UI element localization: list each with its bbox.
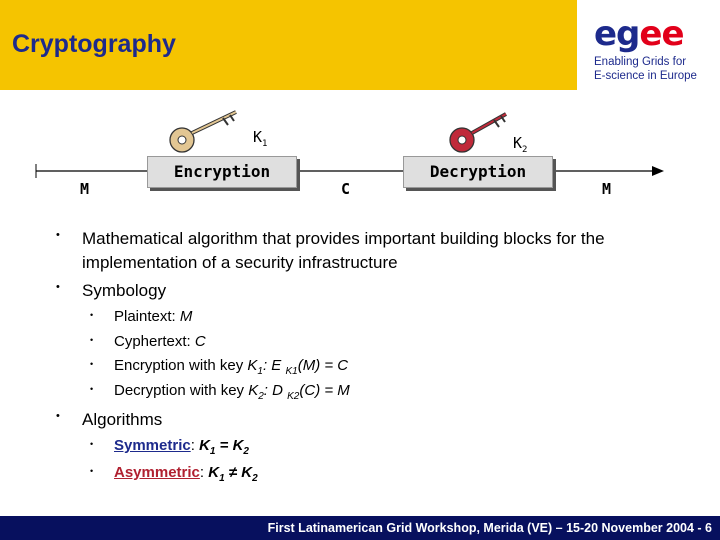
sub-plaintext bbox=[90, 308, 193, 325]
decryption-box: Decryption bbox=[403, 156, 553, 188]
enc-mid: : E bbox=[262, 357, 286, 374]
plaintext-prefix: Plaintext: bbox=[114, 308, 180, 325]
enc-rest: (M) = C bbox=[297, 357, 349, 374]
c-label: C bbox=[341, 180, 351, 198]
egee-logo-word bbox=[594, 14, 684, 54]
key1-label bbox=[253, 128, 267, 149]
symmetric-label: Symmetric bbox=[114, 437, 191, 454]
sym-eq-op: = bbox=[215, 437, 233, 454]
sub-decryption bbox=[90, 382, 350, 402]
bullet-2 bbox=[56, 281, 167, 301]
sub-cyphertext bbox=[90, 333, 206, 350]
sub-symmetric: • Symmetric: $K_1 = K_2$ bbox=[90, 437, 249, 457]
flow-arrow-head bbox=[652, 166, 664, 176]
bullet-dot: • bbox=[56, 410, 60, 422]
bullet-dot: • bbox=[56, 281, 60, 293]
logo-word-text: egee bbox=[594, 14, 684, 54]
sub-bullet-dot: • bbox=[90, 335, 94, 345]
dec-prefix: Decryption with key bbox=[114, 382, 249, 399]
bullet-3 bbox=[56, 410, 163, 430]
cyphertext-symbol: C bbox=[194, 333, 206, 350]
crypto-flow-diagram bbox=[0, 100, 720, 210]
bullet-2-text: Symbology bbox=[82, 281, 167, 300]
sub-bullet-dot: • bbox=[90, 359, 94, 369]
bullet-dot: • bbox=[56, 229, 60, 241]
sym-eq-a-sub: 1 bbox=[209, 446, 216, 457]
m-input-label: M bbox=[80, 180, 90, 198]
asym-eq-b: K bbox=[241, 464, 253, 481]
dec-key-sub: 2 bbox=[258, 391, 264, 402]
sym-eq-b-sub: 2 bbox=[243, 446, 249, 457]
footer-bar bbox=[0, 516, 720, 540]
plaintext-symbol: M bbox=[179, 308, 193, 325]
sub-bullet-dot: • bbox=[90, 439, 94, 449]
key1-letter: K bbox=[253, 128, 263, 146]
dec-d-sub: K2 bbox=[287, 391, 300, 402]
key2-label bbox=[513, 134, 527, 155]
sub-asymmetric: • Asymmetric: $K_1 \ne K_2$ bbox=[90, 464, 258, 484]
footer-text: First Latinamerican Grid Workshop, Merida (VE) – 15-20 November 2004 - 6 bbox=[267, 521, 712, 535]
encryption-box: Encryption bbox=[147, 156, 297, 188]
asym-eq-op: ≠ bbox=[224, 464, 242, 481]
bullet-1 bbox=[56, 229, 605, 273]
m-output-label: M bbox=[602, 180, 612, 198]
asym-eq-a: K bbox=[208, 464, 220, 481]
bullet-3-text: Algorithms bbox=[82, 410, 163, 429]
sub-encryption bbox=[90, 357, 349, 377]
sub-bullet-dot: • bbox=[90, 384, 94, 394]
logo-tagline-2: E-science in Europe bbox=[594, 70, 697, 82]
key1-icon bbox=[170, 112, 236, 152]
sub-bullet-dot: • bbox=[90, 310, 94, 320]
sub-bullet-dot: • bbox=[90, 466, 94, 476]
key1-sub: 1 bbox=[262, 139, 268, 149]
dec-rest: (C) = M bbox=[299, 382, 350, 399]
enc-key: K bbox=[247, 357, 258, 374]
bullet-1-line2: implementation of a security infrastructure bbox=[82, 253, 398, 272]
enc-e-sub: K1 bbox=[285, 366, 298, 377]
logo-tagline-1: Enabling Grids for bbox=[594, 56, 687, 68]
asymmetric-label: Asymmetric bbox=[114, 464, 200, 481]
bullet-1-line1: Mathematical algorithm that provides important building blocks for the bbox=[82, 229, 605, 248]
sym-eq-a: K bbox=[199, 437, 210, 454]
key2-icon bbox=[450, 114, 506, 152]
enc-key-sub: 1 bbox=[257, 366, 263, 377]
sym-eq-b: K bbox=[232, 437, 244, 454]
dec-key: K bbox=[248, 382, 259, 399]
cyphertext-prefix: Cyphertext: bbox=[114, 333, 195, 350]
enc-prefix: Encryption with key bbox=[114, 357, 248, 374]
asym-eq-b-sub: 2 bbox=[252, 473, 258, 484]
dec-mid: : D bbox=[263, 382, 288, 399]
key2-letter: K bbox=[513, 134, 523, 152]
slide-title: Cryptography bbox=[12, 30, 176, 58]
key2-sub: 2 bbox=[522, 145, 528, 155]
asym-eq-a-sub: 1 bbox=[219, 473, 225, 484]
